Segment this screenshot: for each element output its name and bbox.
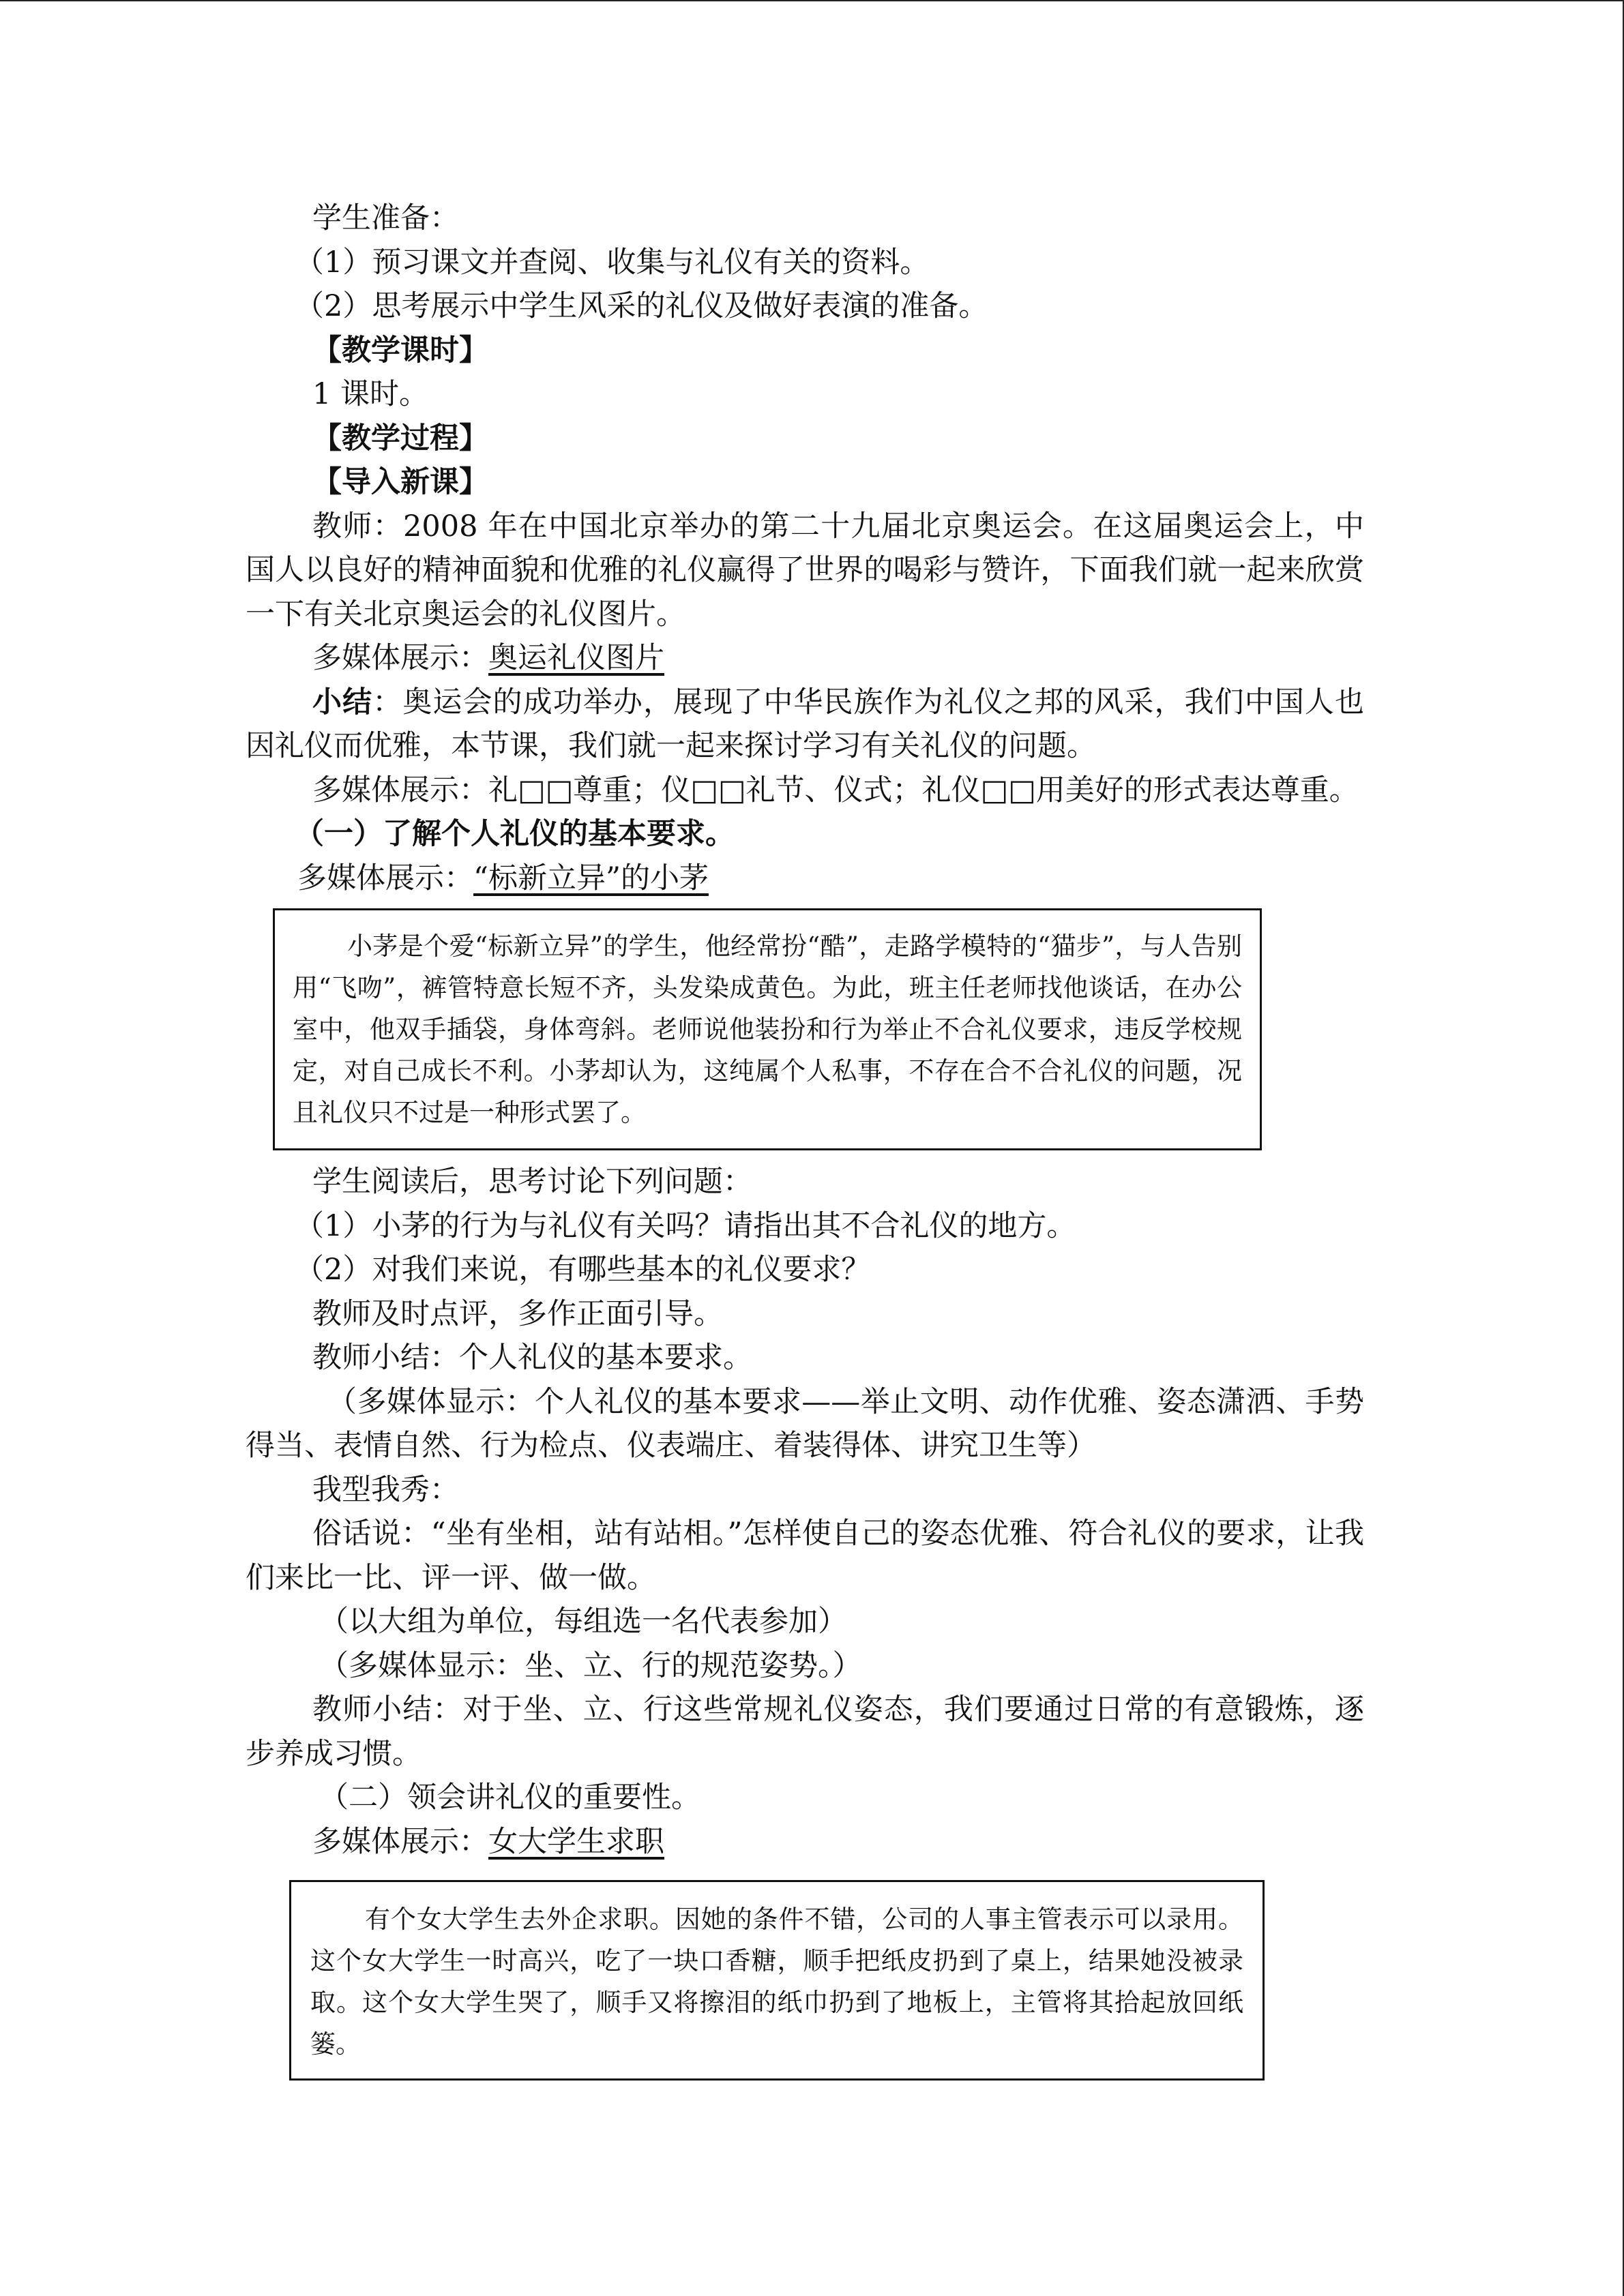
prep-item-2: （2）思考展示中学生风采的礼仪及做好表演的准备。 xyxy=(295,289,988,323)
page-top-border xyxy=(0,0,1624,1)
question-1: （1）小茅的行为与礼仪有关吗？请指出其不合礼仪的地方。 xyxy=(295,1208,1076,1243)
section-1-title: （一）了解个人礼仪的基本要求。 xyxy=(295,817,735,851)
media-prefix: 多媒体展示： xyxy=(312,641,488,675)
summary-paragraph xyxy=(246,681,1364,769)
section-2-title: （二）领会讲礼仪的重要性。 xyxy=(319,1780,700,1815)
hours-text: 1 课时。 xyxy=(312,377,429,411)
group-note: （以大组为单位，每组选一名代表参加） xyxy=(319,1605,847,1639)
case-box-xiaomao xyxy=(273,908,1262,1150)
job-seeking-case-link[interactable]: 女大学生求职 xyxy=(488,1824,664,1859)
prep-title: 学生准备： xyxy=(312,201,459,235)
discussion-intro: 学生阅读后，思考讨论下列问题： xyxy=(312,1165,752,1199)
teacher-summary-2: 教师小结：对于坐、立、行这些常规礼仪姿态，我们要通过日常的有意锻炼，逐步养成习惯。 xyxy=(246,1693,1364,1771)
media-line-1 xyxy=(246,636,1364,681)
case-box-job-seeking xyxy=(289,1880,1265,2081)
xiaomao-case-link[interactable]: “标新立异”的小茅 xyxy=(473,861,709,895)
teacher-summary-1: 教师小结：个人礼仪的基本要求。 xyxy=(312,1341,752,1375)
case-text-job-seeking: 有个女大学生去外企求职。因她的条件不错，公司的人事主管表示可以录用。这个女大学生一时高兴，吃了一块口香糖，顺手把纸皮扔到了桌上，结果她没被录取。这个女大学生哭了，顺手又将擦泪的纸巾扔到了地板上，主管将其拾起放回纸篓。 xyxy=(310,1905,1243,2059)
media-prefix: 多媒体展示： xyxy=(312,1824,488,1859)
media-line-4: （多媒体显示：个人礼仪的基本要求——举止文明、动作优雅、姿态潇洒、手势得当、表情自然、行为检点、仪表端庄、着装得体、讲究卫生等） xyxy=(246,1384,1364,1463)
prep-item-1: （1）预习课文并查阅、收集与礼仪有关的资料。 xyxy=(295,245,930,280)
summary-text: ：奥运会的成功举办，展现了中华民族作为礼仪之邦的风采，我们中国人也因礼仪而优雅，本节课，我们就一起来探讨学习有关礼仪的问题。 xyxy=(246,685,1365,763)
summary-label: 小结 xyxy=(312,685,373,719)
media-line-5: （多媒体显示：坐、立、行的规范姿势。） xyxy=(319,1648,862,1683)
olympic-etiquette-link[interactable]: 奥运礼仪图片 xyxy=(488,641,664,675)
teacher-comment: 教师及时点评，多作正面引导。 xyxy=(312,1296,723,1331)
case-text-xiaomao: 小茅是个爱“标新立异”的学生，他经常扮“酷”，走路学模特的“猫步”，与人告别用“飞吻”，裤管特意长短不齐，头发染成黄色。为此，班主任老师找他谈话，在办公室中，他双手插袋，身体弯斜。老师说他装扮和行为举止不合礼仪要求，违反学校规定，对自己成长不利。小茅却认为，这纯属个人私事，不存在合不合礼仪的问题，况且礼仪只不过是一种形式罢了。 xyxy=(293,931,1242,1127)
media-line-2: 多媒体展示：礼□□尊重；仪□□礼节、仪式；礼仪□□用美好的形式表达尊重。 xyxy=(312,773,1359,807)
media-line-3 xyxy=(246,856,1364,901)
question-2: （2）对我们来说，有哪些基本的礼仪要求？ xyxy=(295,1253,871,1287)
teacher-intro: 教师：2008 年在中国北京举办的第二十九届北京奥运会。在这届奥运会上，中国人以良好的精神面貌和优雅的礼仪赢得了世界的喝彩与赞许，下面我们就一起来欣赏一下有关北京奥运会的礼仪图片。 xyxy=(246,509,1364,631)
document-body xyxy=(246,196,1364,2081)
media-line-6 xyxy=(246,1820,1364,1864)
heading-intro: 【导入新课】 xyxy=(312,465,488,499)
show-title: 我型我秀： xyxy=(312,1472,459,1507)
heading-hours: 【教学课时】 xyxy=(312,333,488,368)
media-prefix: 多媒体展示： xyxy=(297,861,473,895)
proverb-paragraph: 俗话说：“坐有坐相，站有站相。”怎样使自己的姿态优雅、符合礼仪的要求，让我们来比一比、评一评、做一做。 xyxy=(246,1517,1364,1595)
heading-process: 【教学过程】 xyxy=(312,421,488,456)
